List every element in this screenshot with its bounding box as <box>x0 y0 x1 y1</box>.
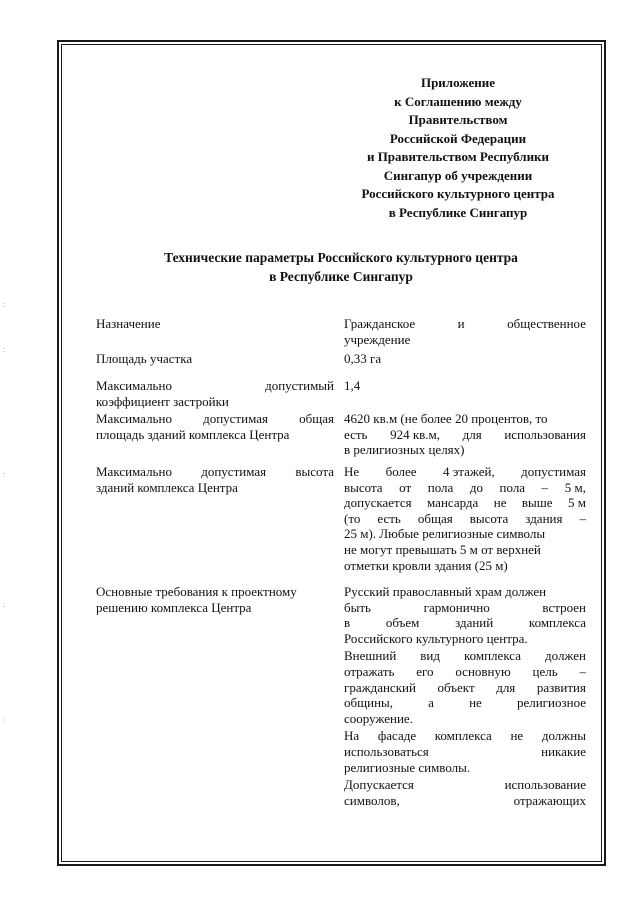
parameter-value <box>344 351 586 367</box>
annex-heading-line: в Республике Сингапур <box>388 204 528 220</box>
word: Внешний <box>344 648 397 664</box>
text-line <box>344 332 586 348</box>
word: высота <box>295 464 334 479</box>
margin-mark: : <box>3 470 6 479</box>
word: общины, <box>344 695 394 711</box>
word: 5 м, <box>564 479 586 495</box>
word: Площадь участка <box>96 351 193 366</box>
text-line <box>96 480 334 496</box>
word: религиозное <box>516 695 586 711</box>
word: никакие <box>541 743 586 759</box>
value-paragraph <box>344 728 586 775</box>
text-line <box>96 316 334 332</box>
parameter-value <box>344 378 586 394</box>
word: 4620 кв.м (не более 20 процентов, то <box>344 411 548 426</box>
value-paragraph <box>344 316 586 347</box>
word: основную <box>455 663 511 679</box>
word: 1,4 <box>344 378 361 393</box>
word: гражданский <box>344 679 416 695</box>
word: более <box>385 464 417 479</box>
parameter-label <box>96 378 334 409</box>
word: и <box>457 316 465 331</box>
value-paragraph <box>344 777 586 808</box>
word: использования <box>504 426 586 442</box>
word: Допускается <box>344 777 414 793</box>
word: фасаде <box>377 728 417 744</box>
word: допустимый <box>265 378 334 393</box>
word: комплекса <box>463 648 522 664</box>
text-line <box>344 316 586 332</box>
word: не <box>469 695 482 711</box>
word: его <box>416 663 434 679</box>
parameter-label <box>96 584 334 615</box>
word: объем <box>385 615 420 631</box>
parameter-label <box>96 351 334 367</box>
word: 5 м <box>568 495 586 511</box>
word: Максимально <box>96 464 172 479</box>
text-line <box>344 526 586 542</box>
text-line <box>344 351 586 367</box>
text-line <box>344 378 586 394</box>
word: развития <box>536 679 586 695</box>
word: в религиозных целях) <box>344 442 465 458</box>
text-line <box>344 558 586 574</box>
word: 25 м). Любые религиозные символы <box>344 526 546 542</box>
word: На <box>344 728 360 744</box>
text-line <box>96 427 334 443</box>
word: не могут превышать 5 м от верхней <box>344 541 541 557</box>
value-paragraph <box>344 584 586 646</box>
word: площадь зданий комплекса Центра <box>96 426 290 442</box>
text-line <box>344 777 586 793</box>
word: цель <box>532 663 558 679</box>
word: использование <box>504 777 586 793</box>
value-paragraph <box>344 648 586 726</box>
document-title <box>96 248 586 286</box>
word: здания <box>525 510 563 526</box>
word: 4 этажей, <box>442 464 495 479</box>
word: для <box>462 426 482 442</box>
word: Основные требования к проектному <box>96 584 297 599</box>
word: гармонично <box>423 599 490 615</box>
word: не <box>510 728 524 744</box>
annex-heading-line: Российского культурного центра <box>361 186 555 201</box>
word: отражающих <box>513 792 586 808</box>
text-line <box>344 711 586 727</box>
word: а <box>428 695 434 711</box>
text-line <box>96 600 334 616</box>
text-line <box>344 793 586 809</box>
word: Максимально <box>96 411 172 426</box>
parameter-value <box>344 411 586 458</box>
word: зданий комплекса Центра <box>96 479 238 495</box>
text-line <box>344 664 586 680</box>
word: 924 кв.м, <box>390 426 441 442</box>
text-line <box>344 728 586 744</box>
word: Максимально <box>96 378 172 393</box>
word: высота <box>469 510 509 526</box>
text-line <box>344 680 586 696</box>
word: Гражданское <box>344 316 416 331</box>
word: общественное <box>507 316 586 331</box>
word: комплекса <box>528 615 586 631</box>
word: для <box>496 679 516 695</box>
word: отражать <box>344 663 395 679</box>
margin-mark: : <box>3 600 6 609</box>
text-line <box>344 427 586 443</box>
text-line <box>344 600 586 616</box>
text-line <box>344 411 586 427</box>
word: допускается <box>344 495 412 511</box>
word: коэффициент застройки <box>96 393 229 409</box>
text-line <box>344 631 586 647</box>
margin-mark: : <box>3 300 6 309</box>
word: быть <box>344 599 371 615</box>
margin-mark: : <box>3 345 6 354</box>
word: религиозные символы. <box>344 759 471 775</box>
text-line <box>344 648 586 664</box>
word: Не <box>344 464 360 479</box>
parameter-label <box>96 411 334 442</box>
text-line <box>96 464 334 480</box>
word: пола <box>499 479 526 495</box>
word: – <box>579 663 586 679</box>
word: в <box>344 615 351 631</box>
word: общая <box>417 510 453 526</box>
annex-heading <box>330 74 586 222</box>
word: есть <box>377 510 401 526</box>
word: 0,33 га <box>344 351 382 366</box>
text-line <box>344 495 586 511</box>
text-line <box>96 584 334 600</box>
word: общая <box>299 411 334 426</box>
word: должен <box>545 648 586 664</box>
text-line <box>344 615 586 631</box>
document-title-line-2: в Республике Сингапур <box>269 269 413 284</box>
text-line <box>96 394 334 410</box>
word: пола <box>427 479 454 495</box>
text-line <box>344 695 586 711</box>
parameter-value <box>344 316 586 347</box>
word: отметки кровли здания (25 м) <box>344 557 508 573</box>
word: встроен <box>542 599 586 615</box>
text-line <box>96 411 334 427</box>
parameter-value <box>344 464 586 573</box>
value-paragraph <box>344 351 586 367</box>
text-line <box>344 760 586 776</box>
text-line <box>344 511 586 527</box>
annex-heading-line: Сингапур об учреждении <box>383 167 533 183</box>
word: выше <box>521 495 553 511</box>
word: символов, <box>344 792 400 808</box>
word: решению комплекса Центра <box>96 599 252 615</box>
word: не <box>493 495 507 511</box>
word: объект <box>437 679 475 695</box>
word: Российского культурного центра. <box>344 630 528 646</box>
parameter-label <box>96 464 334 495</box>
word: вид <box>420 648 440 664</box>
word: мансарда <box>427 495 479 511</box>
word: есть <box>344 426 368 442</box>
word: учреждение <box>344 331 411 347</box>
word: – <box>541 479 549 495</box>
word: Русский православный храм должен <box>344 584 547 599</box>
word: Назначение <box>96 316 161 331</box>
word: использоваться <box>344 743 429 759</box>
text-line <box>344 744 586 760</box>
word: (то <box>344 510 361 526</box>
annex-heading-line: и Правительством Республики <box>366 149 550 164</box>
annex-heading-line: к Соглашению между <box>394 93 522 109</box>
word: зданий <box>455 615 494 631</box>
word: высота <box>344 479 383 495</box>
text-line <box>344 480 586 496</box>
text-line <box>344 542 586 558</box>
value-paragraph <box>344 464 586 573</box>
text-line <box>344 584 586 600</box>
value-paragraph <box>344 378 586 394</box>
annex-heading-line: Правительством <box>408 112 508 127</box>
word: допустимая <box>203 411 268 426</box>
text-line <box>344 442 586 458</box>
parameter-label <box>96 316 334 332</box>
text-line <box>96 351 334 367</box>
word: до <box>469 479 483 495</box>
word: должны <box>541 728 586 744</box>
margin-mark: : <box>3 715 6 724</box>
annex-heading-line: Российской Федерации <box>389 130 527 146</box>
word: допустимая <box>521 464 586 479</box>
word: комплекса <box>434 728 492 744</box>
word: – <box>579 510 586 526</box>
text-line <box>344 464 586 480</box>
word: от <box>399 479 412 495</box>
word: допустимая <box>201 464 267 479</box>
value-paragraph <box>344 411 586 458</box>
parameter-value <box>344 584 586 808</box>
document-title-line-1: Технические параметры Российского культурного центра <box>164 250 518 265</box>
text-line <box>96 378 334 394</box>
word: сооружение. <box>344 710 413 726</box>
annex-heading-line: Приложение <box>420 75 496 90</box>
